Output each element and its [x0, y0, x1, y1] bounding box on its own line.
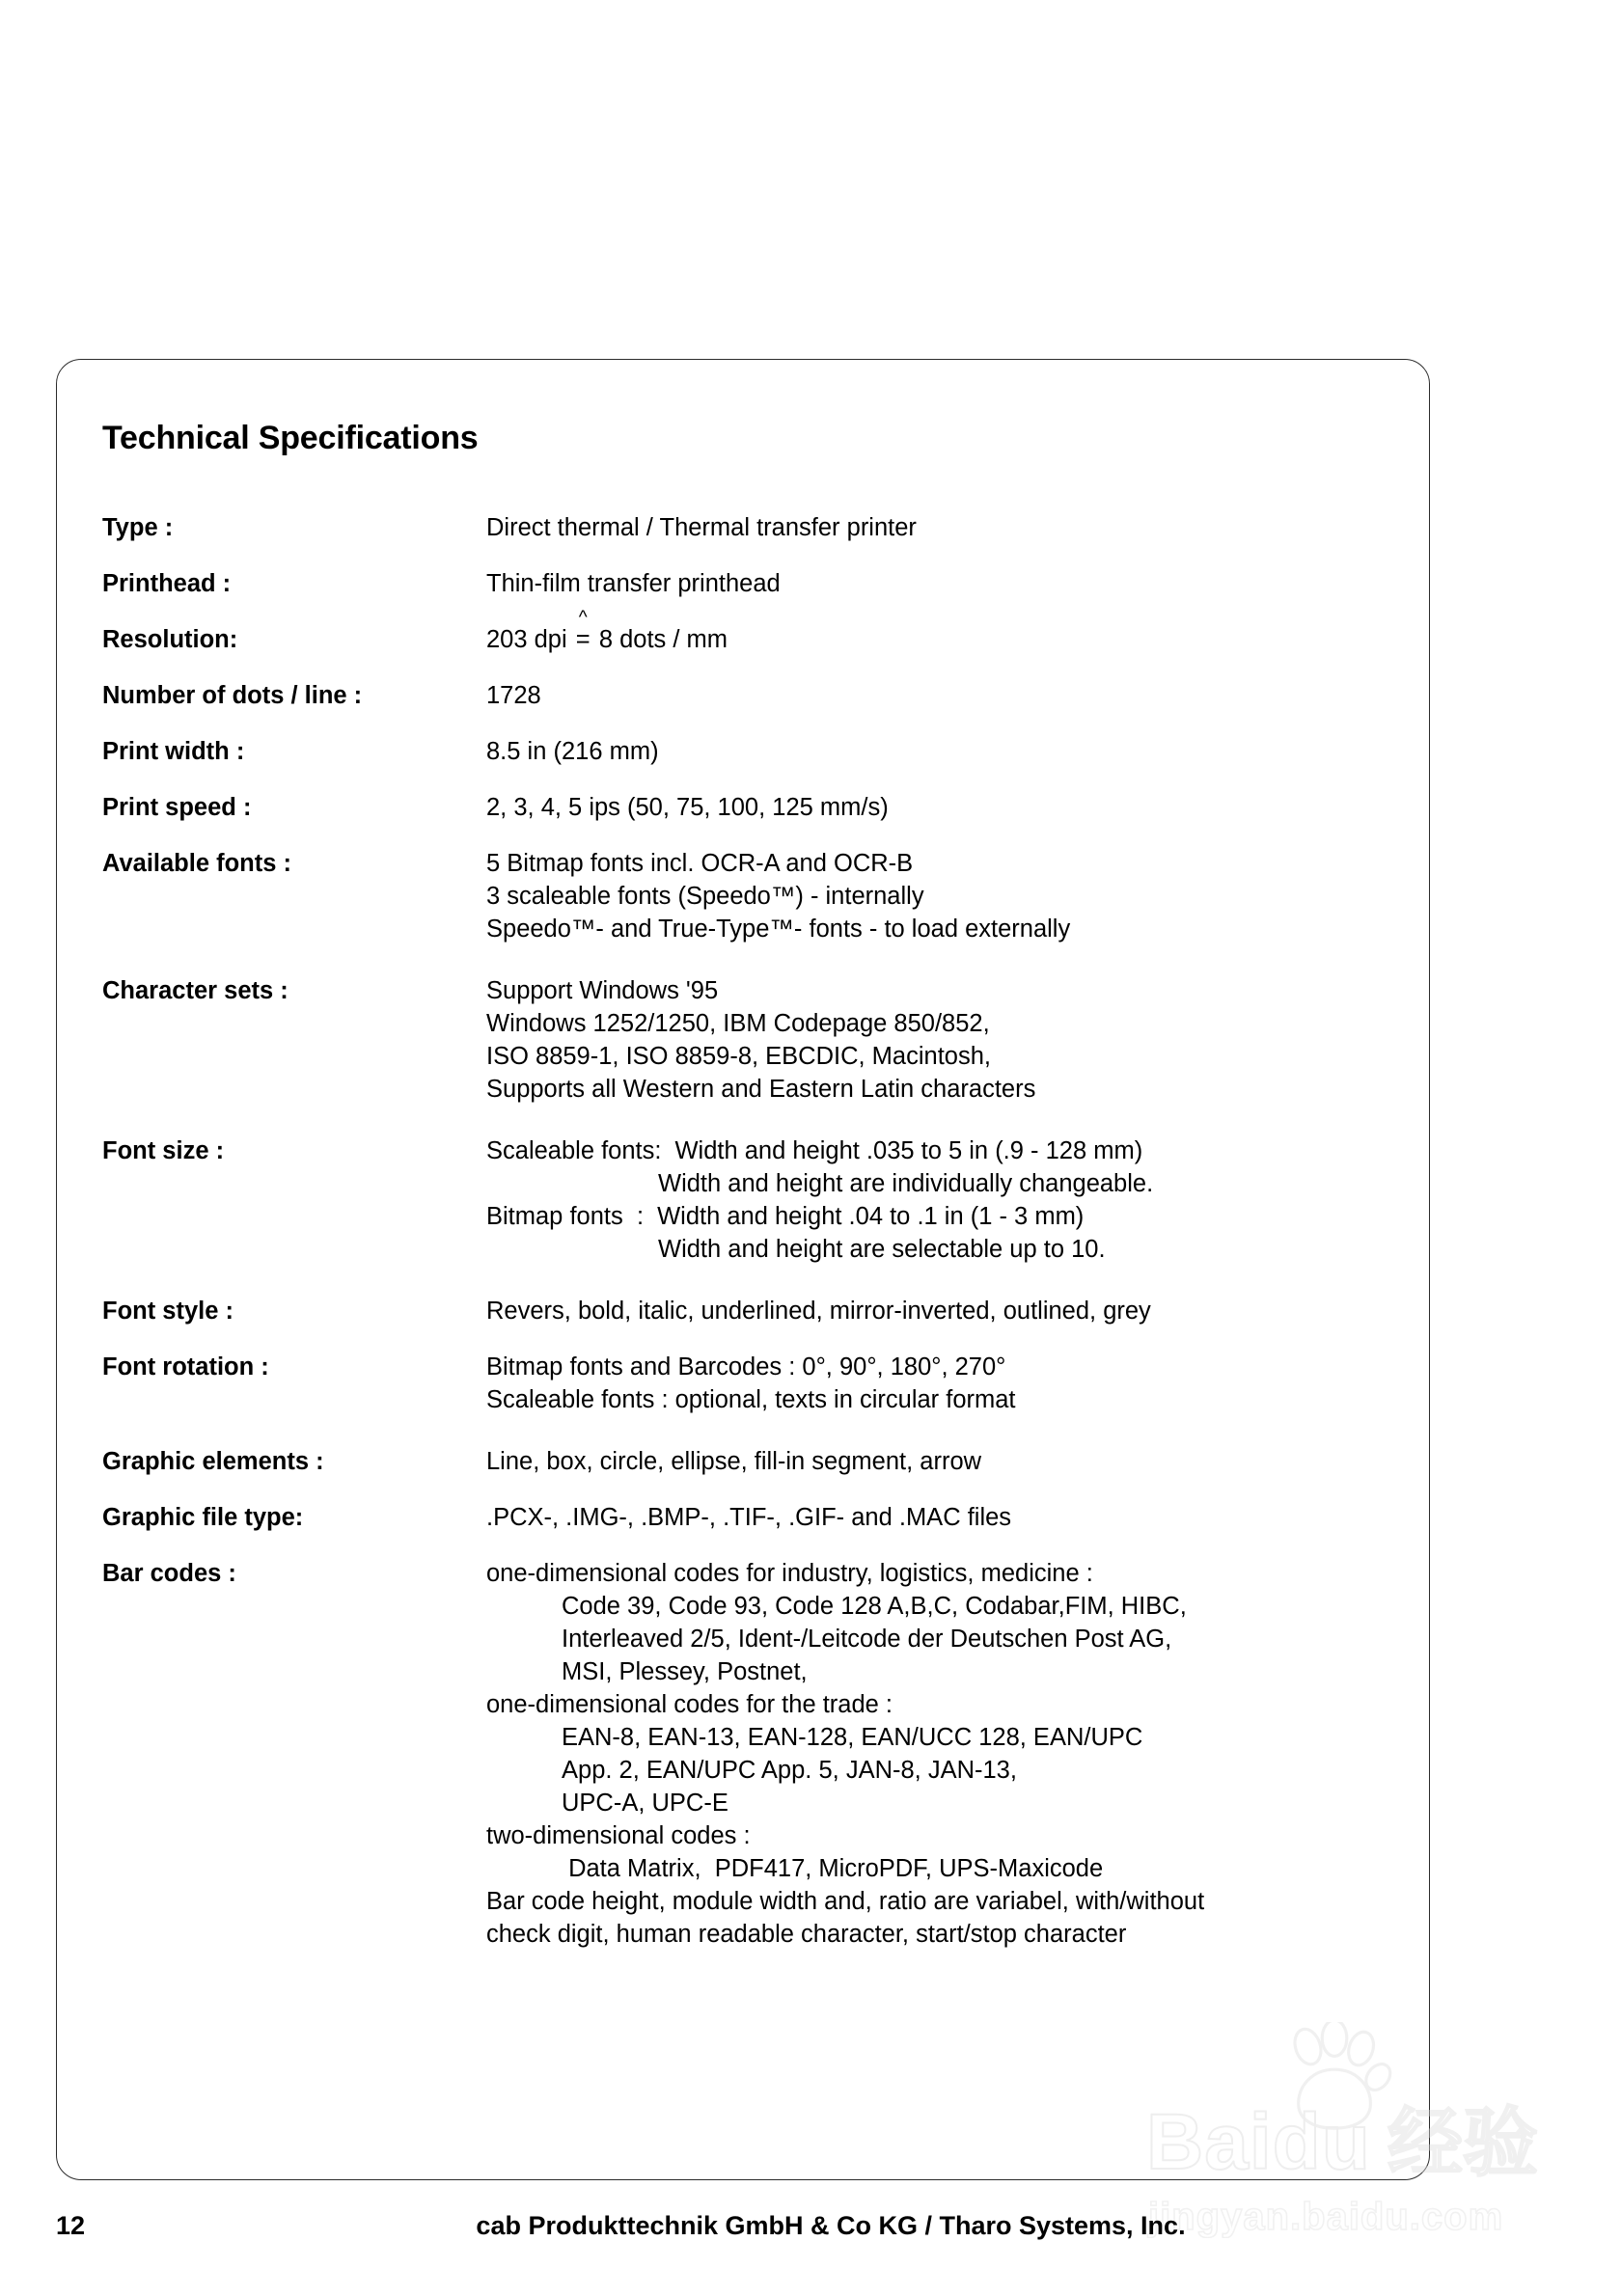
spec-value-line: Direct thermal / Thermal transfer printer: [486, 514, 917, 541]
spec-value-line: EAN-8, EAN-13, EAN-128, EAN/UCC 128, EAN/UPC: [562, 1724, 1143, 1751]
font-size-row: [486, 1200, 1415, 1233]
resolution-after: 8 dots / mm: [591, 626, 728, 653]
font-size-kind: Bitmap fonts: [486, 1203, 623, 1230]
watermark-brand: Baidu: [1146, 2098, 1371, 2186]
font-size-desc: Width and height .035 to 5 in (.9 - 128 mm): [674, 1137, 1143, 1164]
spec-value-line: Supports all Western and Eastern Latin characters: [486, 1076, 1036, 1103]
watermark-brand-chinese: 经验: [1387, 2100, 1539, 2185]
spec-value-line: .PCX-, .IMG-, .BMP-, .TIF-, .GIF- and .MAC files: [486, 1504, 1012, 1531]
spec-value-line: 5 Bitmap fonts incl. OCR-A and OCR-B: [486, 850, 914, 877]
spec-value-line: check digit, human readable character, start/stop character: [486, 1921, 1127, 1948]
font-size-desc: Width and height are selectable up to 10.: [658, 1236, 1106, 1263]
spec-row-printhead: [102, 567, 1415, 600]
spec-row-resolution: [102, 608, 1415, 656]
watermark-url: jingyan.baidu.com: [1148, 2196, 1504, 2238]
spec-value-line: UPC-A, UPC-E: [562, 1790, 728, 1817]
spec-row-number-of-dots: [102, 679, 1415, 712]
spec-value-line: Data Matrix, PDF417, MicroPDF, UPS-Maxicode: [562, 1855, 1104, 1882]
resolution-before: 203 dpi: [486, 626, 574, 653]
spec-label: Bar codes :: [102, 1560, 236, 1587]
spec-row-type: [102, 511, 1415, 544]
spec-value: [486, 1445, 1415, 1478]
spec-row-print-speed: [102, 791, 1415, 824]
footer-page-number: 12: [56, 2211, 86, 2240]
spec-label: Character sets :: [102, 977, 288, 1004]
specifications-list: [102, 511, 1415, 1951]
spec-value: [486, 511, 1415, 544]
spec-value-line: one-dimensional codes for industry, logistics, medicine :: [486, 1560, 1093, 1587]
page-footer: [0, 2211, 1621, 2259]
spec-value-line: Revers, bold, italic, underlined, mirror-inverted, outlined, grey: [486, 1298, 1151, 1325]
font-size-kind: Scaleable fonts: [486, 1137, 655, 1164]
spec-value-line: 2, 3, 4, 5 ips (50, 75, 100, 125 mm/s): [486, 794, 889, 821]
spec-label: Number of dots / line :: [102, 682, 363, 709]
spec-value-line: Support Windows '95: [486, 977, 719, 1004]
font-size-desc: Width and height .04 to .1 in (1 - 3 mm): [657, 1203, 1085, 1230]
spec-row-graphic-file-type: [102, 1501, 1415, 1534]
spec-value-line: two-dimensional codes :: [486, 1822, 751, 1849]
spec-value-line: Speedo™- and True-Type™- fonts - to load externally: [486, 916, 1071, 943]
spec-row-character-sets: [102, 974, 1415, 1106]
spec-value: [486, 791, 1415, 824]
spec-value-line: Interleaved 2/5, Ident-/Leitcode der Deutschen Post AG,: [562, 1626, 1172, 1653]
spec-label: Graphic elements :: [102, 1448, 324, 1475]
spec-label: Print speed :: [102, 794, 252, 821]
spec-value-line: 3 scaleable fonts (Speedo™) - internally: [486, 883, 924, 910]
spec-value-line: Line, box, circle, ellipse, fill-in segment, arrow: [486, 1448, 982, 1475]
font-size-sep: :: [654, 1137, 662, 1164]
font-size-row: [486, 1134, 1415, 1167]
spec-value-line: Scaleable fonts : optional, texts in circular format: [486, 1386, 1016, 1413]
spec-label: Printhead :: [102, 570, 232, 597]
spec-value: [486, 567, 1415, 600]
spec-value-line: ISO 8859-1, ISO 8859-8, EBCDIC, Macintosh,: [486, 1043, 991, 1070]
spec-label: Available fonts :: [102, 850, 292, 877]
spec-value: [486, 1295, 1415, 1327]
spec-row-bar-codes: [102, 1557, 1415, 1951]
spec-label: Print width :: [102, 738, 245, 765]
spec-row-font-style: [102, 1295, 1415, 1327]
font-size-row: [486, 1233, 1415, 1266]
spec-label: Font size :: [102, 1137, 225, 1164]
spec-row-font-size: [102, 1134, 1415, 1266]
spec-value-line: [486, 608, 1415, 656]
font-size-kind: [486, 1233, 637, 1266]
spec-value: [486, 1501, 1415, 1534]
footer-company-name: cab Produkttechnik GmbH & Co KG / Tharo Systems, Inc.: [476, 2211, 1186, 2240]
spec-value-line: 1728: [486, 682, 541, 709]
spec-value: [486, 847, 1415, 945]
spec-value-line: Code 39, Code 93, Code 128 A,B,C, Codabar,FIM, HIBC,: [562, 1593, 1187, 1620]
spec-value-line: Bitmap fonts and Barcodes : 0°, 90°, 180°, 270°: [486, 1353, 1006, 1380]
spec-label: Graphic file type:: [102, 1504, 304, 1531]
spec-label: Resolution:: [102, 626, 238, 653]
spec-row-available-fonts: [102, 847, 1415, 945]
spec-label: Type :: [102, 514, 174, 541]
font-size-desc: Width and height are individually changeable.: [658, 1170, 1154, 1197]
spec-value: [486, 679, 1415, 712]
spec-value-line: 8.5 in (216 mm): [486, 738, 659, 765]
spec-value-line: Bar code height, module width and, ratio are variabel, with/without: [486, 1888, 1205, 1915]
font-size-kind: [486, 1167, 637, 1200]
font-size-subtable: [486, 1134, 1415, 1266]
spec-label: Font rotation :: [102, 1353, 269, 1380]
spec-row-font-rotation: [102, 1351, 1415, 1416]
spec-value-line: App. 2, EAN/UPC App. 5, JAN-8, JAN-13,: [562, 1757, 1017, 1784]
spec-value: [486, 1351, 1415, 1416]
spec-label: Font style :: [102, 1298, 234, 1325]
spec-value: [486, 608, 1415, 656]
spec-value: [486, 735, 1415, 768]
font-size-row: [486, 1167, 1415, 1200]
spec-value: [486, 974, 1415, 1106]
spec-value-line: MSI, Plessey, Postnet,: [562, 1658, 808, 1685]
spec-row-graphic-elements: [102, 1445, 1415, 1478]
font-size-sep: :: [637, 1203, 645, 1230]
spec-value: [486, 1134, 1415, 1266]
spec-value: [486, 1557, 1415, 1951]
spec-row-print-width: [102, 735, 1415, 768]
spec-value-line: Windows 1252/1250, IBM Codepage 850/852,: [486, 1010, 990, 1037]
corresponds-to-icon: ^ =: [575, 608, 591, 653]
page-title: Technical Specifications: [102, 420, 479, 456]
spec-value-line: one-dimensional codes for the trade :: [486, 1691, 893, 1718]
spec-value-line: Thin-film transfer printhead: [486, 570, 781, 597]
